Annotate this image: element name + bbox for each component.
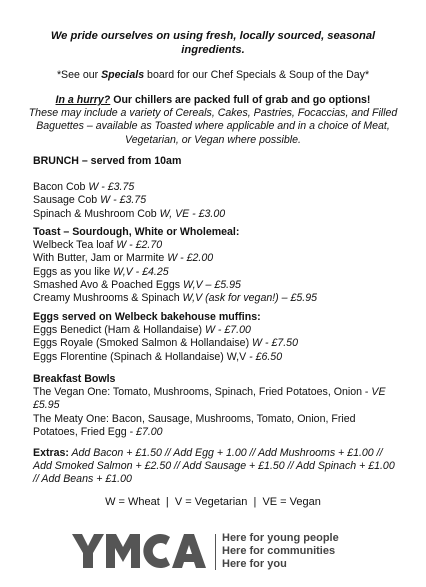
vegan-bowl-item: The Vegan One: Tomato, Mushrooms, Spinach, Fried Potatoes, Onion - VE £5.95 bbox=[33, 386, 386, 412]
ymca-taglines bbox=[222, 532, 339, 571]
menu-item: Sausage Cob W - £3.75 bbox=[33, 194, 147, 207]
breakfast-bowls-section bbox=[33, 373, 398, 439]
menu-item: Bacon Cob W - £3.75 bbox=[33, 181, 135, 194]
grab-and-go-lead bbox=[24, 94, 402, 107]
menu-item: With Butter, Jam or Marmite W - £2.00 bbox=[33, 252, 214, 265]
meaty-bowl-item: The Meaty One: Bacon, Sausage, Mushrooms, Tomato, Onion, Fried Potatoes, Fried Egg - £7.00 bbox=[33, 412, 356, 438]
specials-note-after: board for our Chef Specials & Soup of the Day* bbox=[144, 69, 370, 81]
grab-and-go-description: These may include a variety of Cereals, Cakes, Pastries, Focaccias, and Filled Baguettes – available as Toasted where applicable and in a choice of Meat, Vegetarian, or Vegan where possible. bbox=[28, 107, 398, 146]
grab-and-go-note bbox=[24, 94, 402, 147]
extras-section bbox=[33, 447, 398, 487]
brunch-heading: BRUNCH – served from 10am bbox=[33, 155, 182, 167]
intro-statement: We pride ourselves on using fresh, locally sourced, seasonal ingredients. bbox=[50, 30, 376, 56]
menu-item: Smashed Avo & Poached Eggs W,V – £5.95 bbox=[33, 278, 241, 291]
specials-note bbox=[18, 69, 408, 82]
brunch-section bbox=[33, 155, 398, 221]
menu-item: Eggs as you like W,V - £4.25 bbox=[33, 265, 169, 278]
toast-heading: Toast – Sourdough, White or Wholemeal: bbox=[33, 226, 240, 238]
ymca-logo bbox=[72, 532, 372, 572]
extras-label: Extras: bbox=[33, 447, 69, 459]
toast-section bbox=[33, 226, 398, 305]
logo-divider bbox=[215, 534, 216, 570]
ymca-wordmark-icon bbox=[72, 532, 208, 570]
breakfast-bowls-heading: Breakfast Bowls bbox=[33, 373, 116, 385]
tagline-line: Here for you bbox=[222, 558, 287, 570]
menu-item: Eggs Royale (Smoked Salmon & Hollandaise) W - £7.50 bbox=[33, 337, 298, 350]
grab-and-go-headline: Our chillers are packed full of grab and go options! bbox=[110, 94, 371, 106]
menu-item: Spinach & Mushroom Cob W, VE - £3.00 bbox=[33, 207, 226, 220]
specials-keyword: Specials bbox=[101, 69, 145, 81]
menu-item: Creamy Mushrooms & Spinach W,V (ask for vegan!) – £5.95 bbox=[33, 292, 317, 305]
extras-list: Add Bacon + £1.50 // Add Egg + 1.00 // Add Mushrooms + £1.00 // Add Smoked Salmon + £2.50 // Add Sausage + £1.50 // Add Spinach + £1.00 // Add Beans + £1.00 bbox=[33, 447, 395, 486]
eggs-heading: Eggs served on Welbeck bakehouse muffins: bbox=[33, 311, 261, 323]
eggs-section bbox=[33, 311, 398, 364]
in-a-hurry-label: In a hurry? bbox=[55, 94, 111, 106]
menu-item: Eggs Florentine (Spinach & Hollandaise) W,V - £6.50 bbox=[33, 350, 283, 363]
tagline-line: Here for communities bbox=[222, 545, 336, 557]
specials-note-before: *See our bbox=[56, 69, 102, 81]
dietary-legend: W = Wheat | V = Vegetarian | VE = Vegan bbox=[105, 496, 321, 508]
tagline-line: Here for young people bbox=[222, 532, 339, 544]
menu-item: Welbeck Tea loaf W - £2.70 bbox=[33, 239, 163, 252]
menu-item: Eggs Benedict (Ham & Hollandaise) W - £7.00 bbox=[33, 324, 251, 337]
